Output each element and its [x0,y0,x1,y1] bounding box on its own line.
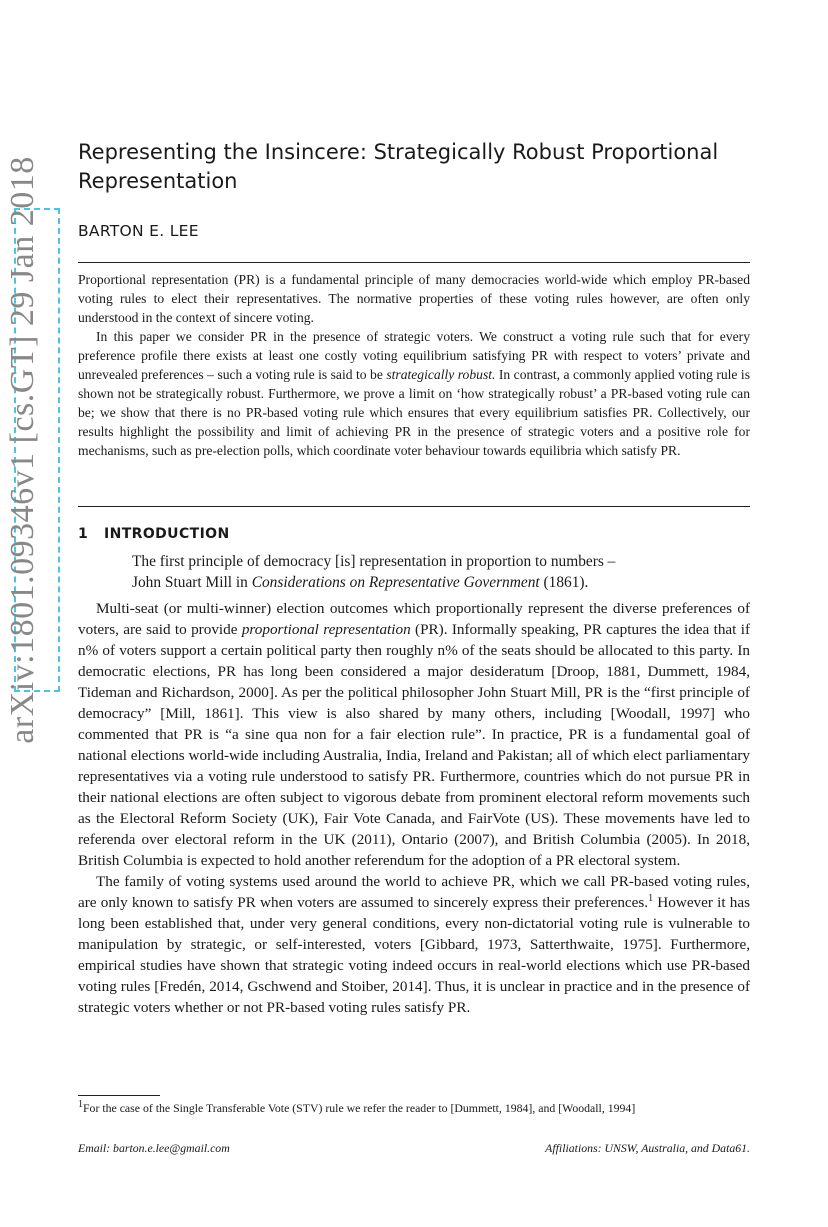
footnote-rule [78,1095,160,1096]
abstract-text: In this paper we consider PR in the presence of strategic voters. We construct a voting rule such that for every preference profile there exists at least one costly voting equilibrium satisfying PR with respect to voters’ private and unrevealed preferences – such a voting rule is said to be [78,329,750,382]
abstract-text: In contrast, a commonly applied voting rule is shown not be strategically robust. Furthermore, we prove a limit on ‘how strategically robust’ a PR-based voting rule can be; we show that there is no PR-based voting rule which ensures that every equilibrium satisfies PR. Collectively, our results highlight the possibility and limit of achieving PR in the presence of strategic voters and a positive role for mechanisms, such as pre-election polls, which coordinate voter behaviour towards equilibria which satisfy PR. [78,367,750,458]
section-number: 1 [78,526,89,542]
body-text: The family of voting systems used around the world to achieve PR, which we call PR-based voting rules, are only known to satisfy PR when voters are assumed to sincerely express their preferences. [78,873,750,911]
footnote-mark: 1 [78,1099,83,1111]
body-text: (PR). Informally speaking, PR captures the idea that if n% of voters support a certain political party then roughly n% of the seats should be allocated to this party. In democratic elections, PR has long been considered a major desideratum [Droop, 1881, Dummett, 1984, Tideman and Richardson, 2000]. As per the political philosopher John Stuart Mill, PR is the “first principle of democracy” [Mill, 1861]. This view is also shared by many others, including [Woodall, 1997] who commented that PR is “a sine qua non for a fair election rule”. In practice, PR is a fundamental goal of national elections world-wide including Australia, India, Ireland and Pakistan; all of which elect parliamentary representatives via a voting rule understood to satisfy PR. Furthermore, countries which do not pursue PR in their national elections are often subject to vigorous debate from prominent electoral reform movements such as the Electoral Reform Society (UK), Fair Vote Canada, and FairVote (US). These movements have led to referenda over electoral reform in the UK (2011), Ontario (2007), and British Columbia (2005). In 2018, British Columbia is expected to hold another referendum for the adoption of a PR electoral system. [78,621,751,869]
footnote-reference[interactable]: 1 [648,892,654,904]
body-text: However it has long been established that, under very general conditions, every non-dictatorial voting rule is vulnerable to manipulation by strategic, or self-interested, voters [Gibbard, 1973, Satterthwaite, 1975]. Furthermore, empirical studies have shown that strategic voting indeed occurs in real-world elections which use PR-based voting rules [Fredén, 2014, Gschwend and Stoiber, 2014]. Thus, it is unclear in practice and in the presence of strategic voters whether or not PR-based voting rules satisfy PR. [78,894,750,1016]
abstract-paragraph-1: Proportional representation (PR) is a fundamental principle of many democracies world-wide which employ PR-based voting rules to elect their representatives. The normative properties of these voting rules however, are often only understood in the context of sincere voting. [78,272,750,325]
body-text: Multi-seat (or multi-winner) election outcomes which proportionally represent the diverse preferences of voters, are said to provide [78,600,750,638]
epigraph-text: (1861). [539,574,589,591]
body-emphasis: proportional representation [241,621,411,638]
footnote [78,1100,750,1116]
body-paragraph-2 [78,871,750,1018]
abstract-top-rule [78,262,750,263]
body-paragraph-1 [78,598,750,871]
arxiv-stamp: arXiv:1801.09346v1 [cs.GT] 29 Jan 2018 [4,156,41,744]
section-heading [78,526,230,542]
footnote-text: For the case of the Single Transferable Vote (STV) rule we refer the reader to [Dummett, 1984], and [Woodall, 1994] [83,1101,636,1115]
author-name: BARTON E. LEE [78,222,199,240]
footer-affiliations: Affiliations: UNSW, Australia, and Data61. [545,1141,750,1155]
section-title: INTRODUCTION [104,526,230,542]
abstract-bottom-rule [78,506,750,507]
epigraph-book-title: Considerations on Representative Government [251,574,540,591]
footer-email: Email: barton.e.lee@gmail.com [78,1141,230,1155]
introduction-body [78,598,750,1018]
epigraph-quote: The first principle of democracy [is] representation in proportion to numbers – [132,553,616,570]
paper-title: Representing the Insincere: Strategically Robust Proportional Representation [78,140,719,193]
epigraph-text: John Stuart Mill in [132,574,252,591]
abstract-paragraph-2 [78,327,750,460]
epigraph [132,551,712,593]
abstract [78,270,750,460]
abstract-emphasis: strategically robust. [386,367,496,382]
epigraph-attribution [132,572,712,593]
